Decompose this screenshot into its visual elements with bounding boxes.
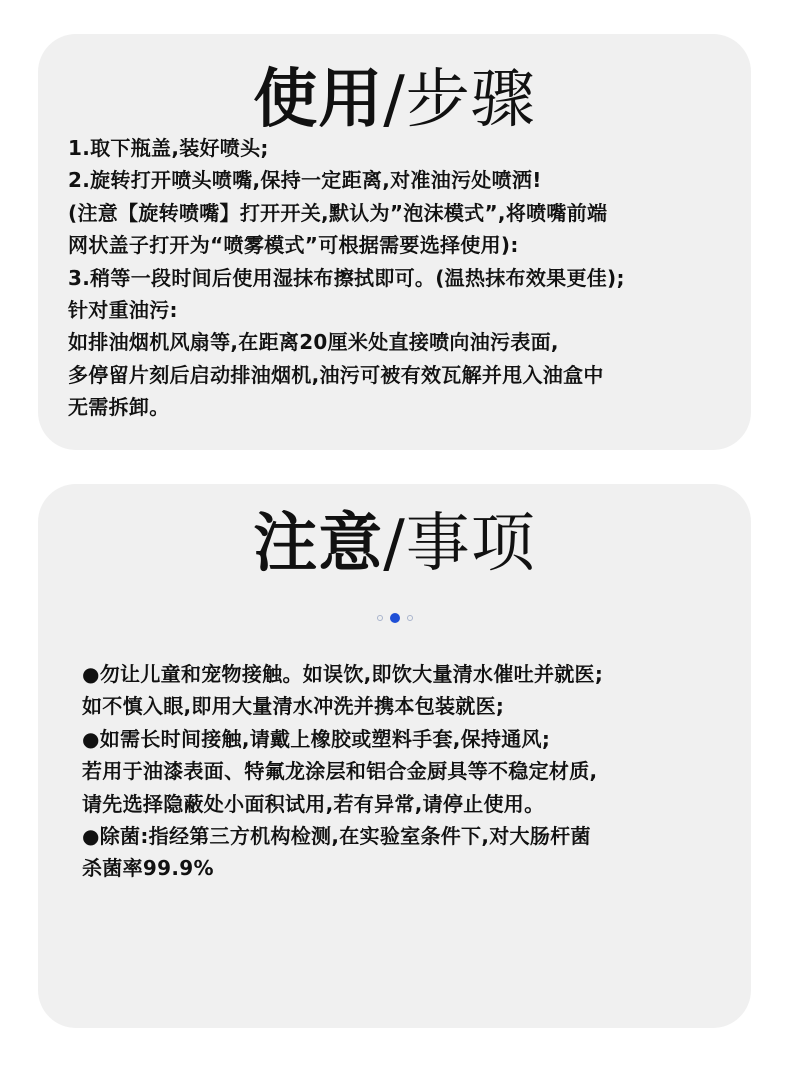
usage-line: 无需拆卸。: [68, 395, 170, 420]
notes-title: [38, 506, 751, 582]
precaution-line: 杀菌率99.9%: [82, 856, 214, 881]
notes-title-light: 事项: [405, 507, 536, 581]
usage-line: 2.旋转打开喷头喷嘴,保持一定距离,对准油污处喷洒!: [68, 168, 542, 193]
precaution-line: ●如需长时间接触,请戴上橡胶或塑料手套,保持通风;: [82, 726, 551, 751]
precautions-text: [82, 658, 603, 885]
notes-title-separator: /: [383, 507, 406, 581]
usage-line: 1.取下瓶盖,装好喷头;: [68, 136, 269, 160]
usage-title-separator: /: [383, 63, 406, 137]
precaution-line: ●勿让儿童和宠物接触。如误饮,即饮大量清水催吐并就医;: [82, 662, 604, 686]
precaution-line: 若用于油漆表面、特氟龙涂层和铝合金厨具等不稳定材质,: [82, 759, 598, 784]
pagination-dot[interactable]: [377, 615, 383, 621]
usage-line: (注意【旋转喷嘴】打开开关,默认为”泡沫模式”,将喷嘴前端: [68, 200, 608, 225]
pagination-dot[interactable]: [407, 615, 413, 621]
usage-line: 网状盖子打开为“喷雾模式”可根据需要选择使用):: [68, 233, 519, 258]
usage-line: 多停留片刻后启动排油烟机,油污可被有效瓦解并甩入油盒中: [68, 362, 604, 387]
usage-title: [38, 62, 751, 138]
precautions-card: [38, 484, 751, 1028]
usage-title-bold: 使用: [253, 63, 384, 137]
precaution-line: ●除菌:指经第三方机构检测,在实验室条件下,对大肠杆菌: [82, 824, 591, 849]
usage-line: 3.稍等一段时间后使用湿抹布擦拭即可。(温热抹布效果更佳);: [68, 265, 625, 290]
usage-line: 针对重油污:: [68, 298, 178, 323]
notes-title-bold: 注意: [253, 507, 384, 581]
pagination-dot-active[interactable]: [390, 613, 400, 623]
precaution-line: 如不慎入眼,即用大量清水冲洗并携本包装就医;: [82, 694, 505, 719]
pagination-dots: [38, 613, 751, 623]
usage-steps-card: [38, 34, 751, 450]
usage-line: 如排油烟机风扇等,在距离20厘米处直接喷向油污表面,: [68, 330, 559, 355]
precaution-line: 请先选择隐蔽处小面积试用,若有异常,请停止使用。: [82, 791, 545, 816]
usage-title-light: 步骤: [405, 63, 536, 137]
usage-instructions: [68, 132, 625, 424]
